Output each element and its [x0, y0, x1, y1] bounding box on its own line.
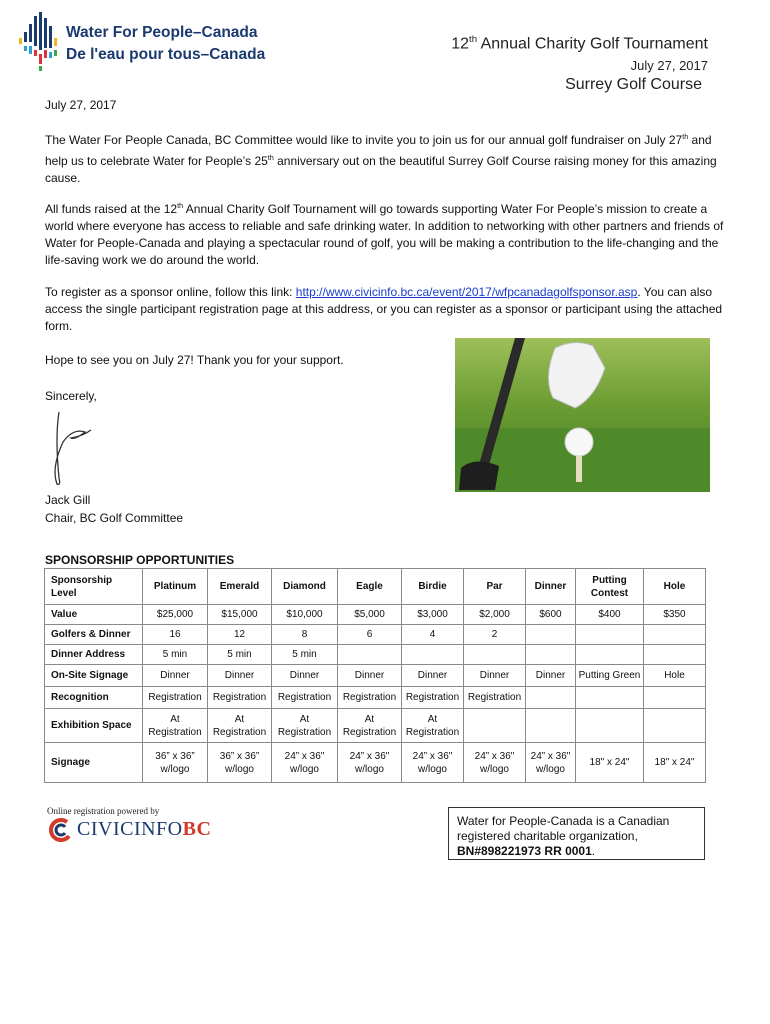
table-cell: Registration	[464, 687, 526, 709]
table-cell: Registration	[143, 687, 208, 709]
closing: Sincerely,	[45, 389, 97, 403]
table-cell: 36” x 36” w/logo	[143, 743, 208, 783]
table-header-cell: Eagle	[338, 569, 402, 605]
table-row	[45, 625, 706, 645]
table-cell: 5 min	[143, 645, 208, 665]
paragraph-invitation: The Water For People Canada, BC Committee would like to invite you to join us for our annual golf fundraiser on July 27th and help us to celebrate Water for People’s 25th anniversary out on the beautiful Surrey Golf Course raising money for this amazing cause.	[45, 132, 717, 185]
table-cell	[338, 645, 402, 665]
table-row	[45, 605, 706, 625]
table-header-cell: Hole	[644, 569, 706, 605]
sponsorship-table	[44, 568, 706, 783]
civicinfo-tagline: Online registration powered by	[47, 806, 160, 816]
table-cell	[576, 709, 644, 743]
table-cell	[526, 625, 576, 645]
table-header-label: Sponsorship Level	[45, 569, 143, 605]
table-cell: 8	[272, 625, 338, 645]
table-row	[45, 687, 706, 709]
charity-notice-box: Water for People-Canada is a Canadian registered charitable organization, BN#898221973 RR 0001.	[448, 807, 705, 860]
table-cell: 24” x 36" w/logo	[272, 743, 338, 783]
table-cell: $600	[526, 605, 576, 625]
table-cell: $350	[644, 605, 706, 625]
table-cell: 12	[208, 625, 272, 645]
signer-name: Jack Gill	[45, 493, 91, 507]
signature-image	[45, 408, 105, 488]
logo-text-french: De l'eau pour tous–Canada	[66, 46, 266, 63]
table-cell: Dinner	[272, 665, 338, 687]
table-cell: $25,000	[143, 605, 208, 625]
table-header-cell: Par	[464, 569, 526, 605]
row-label: Exhibition Space	[45, 709, 143, 743]
letter-date: July 27, 2017	[45, 98, 117, 112]
table-cell: Registration	[208, 687, 272, 709]
table-cell	[644, 645, 706, 665]
row-label: On-Site Signage	[45, 665, 143, 687]
table-row	[45, 645, 706, 665]
table-cell: Registration	[338, 687, 402, 709]
table-cell: At Registration	[272, 709, 338, 743]
event-title: 12th Annual Charity Golf Tournament	[451, 34, 708, 53]
row-label: Golfers & Dinner	[45, 625, 143, 645]
table-cell: At Registration	[208, 709, 272, 743]
table-cell	[576, 645, 644, 665]
table-cell: 16	[143, 625, 208, 645]
table-cell	[526, 709, 576, 743]
table-header-cell: Platinum	[143, 569, 208, 605]
table-cell: 6	[338, 625, 402, 645]
table-cell: Dinner	[208, 665, 272, 687]
table-cell: At Registration	[402, 709, 464, 743]
row-label: Value	[45, 605, 143, 625]
civicinfo-logo	[45, 804, 245, 844]
table-row	[45, 709, 706, 743]
table-header-cell: Dinner	[526, 569, 576, 605]
table-cell	[576, 625, 644, 645]
table-cell: Dinner	[464, 665, 526, 687]
sponsorship-heading: SPONSORSHIP OPPORTUNITIES	[45, 553, 235, 567]
table-cell: Putting Green	[576, 665, 644, 687]
table-cell: 24” x 36" w/logo	[526, 743, 576, 783]
table-cell: Registration	[272, 687, 338, 709]
paragraph-mission: All funds raised at the 12th Annual Charity Golf Tournament will go towards supporting Water For People’s mission to create a world where everyone has access to reliable and safe drinking water. In addition to networking with other partners and friends of Water for People-Canada and playing a spectacular round of golf, you will be making a contribution to the life-changing and the life-saving work we do around the world.	[45, 201, 724, 267]
event-date: July 27, 2017	[630, 58, 708, 73]
table-header-cell: Putting Contest	[576, 569, 644, 605]
golf-ball-photo	[455, 338, 710, 492]
organization-logo	[14, 8, 274, 78]
row-label: Recognition	[45, 687, 143, 709]
event-course: Surrey Golf Course	[565, 76, 702, 93]
table-cell	[464, 645, 526, 665]
table-header-cell: Diamond	[272, 569, 338, 605]
table-cell: 36” x 36” w/logo	[208, 743, 272, 783]
table-header-row	[45, 569, 706, 605]
table-cell: 5 min	[272, 645, 338, 665]
paragraph-thanks: Hope to see you on July 27! Thank you for your support.	[45, 353, 344, 367]
table-cell: Dinner	[402, 665, 464, 687]
table-cell: $5,000	[338, 605, 402, 625]
table-cell: 18" x 24"	[644, 743, 706, 783]
table-cell	[402, 645, 464, 665]
table-cell: 4	[402, 625, 464, 645]
table-cell	[576, 687, 644, 709]
table-cell: $10,000	[272, 605, 338, 625]
table-cell: $2,000	[464, 605, 526, 625]
table-header-cell: Birdie	[402, 569, 464, 605]
table-cell	[644, 687, 706, 709]
water-drops-logo-icon	[18, 10, 62, 72]
table-cell: 24” x 36" w/logo	[338, 743, 402, 783]
table-cell	[644, 625, 706, 645]
table-cell	[526, 645, 576, 665]
logo-text-english: Water For People–Canada	[66, 24, 258, 41]
paragraph-registration: To register as a sponsor online, follow this link: http://www.civicinfo.bc.ca/event/2017/wfpcanadagolfsponsor.asp. You can also access the single participant registration page at this address, or you can register as a sponsor or participant using the attached form.	[45, 285, 723, 333]
table-cell	[526, 687, 576, 709]
table-cell: 5 min	[208, 645, 272, 665]
civicinfo-swirl-icon	[47, 818, 73, 842]
table-cell: At Registration	[338, 709, 402, 743]
table-cell: Dinner	[526, 665, 576, 687]
table-cell: Registration	[402, 687, 464, 709]
table-cell	[644, 709, 706, 743]
business-number: BN#898221973 RR 0001	[457, 844, 592, 858]
table-row	[45, 743, 706, 783]
signer-title: Chair, BC Golf Committee	[45, 511, 184, 525]
table-cell: $3,000	[402, 605, 464, 625]
sponsor-registration-link[interactable]: http://www.civicinfo.bc.ca/event/2017/wfpcanadagolfsponsor.asp	[295, 285, 638, 299]
table-cell	[464, 709, 526, 743]
table-cell: 18" x 24"	[576, 743, 644, 783]
table-cell: Dinner	[143, 665, 208, 687]
row-label: Signage	[45, 743, 143, 783]
table-row	[45, 665, 706, 687]
table-cell: $15,000	[208, 605, 272, 625]
table-cell: 24” x 36" w/logo	[402, 743, 464, 783]
table-cell: 2	[464, 625, 526, 645]
civicinfo-brand: CIVICINFOBC	[77, 818, 212, 840]
table-cell: 24” x 36" w/logo	[464, 743, 526, 783]
table-cell: At Registration	[143, 709, 208, 743]
row-label: Dinner Address	[45, 645, 143, 665]
table-cell: Hole	[644, 665, 706, 687]
table-header-cell: Emerald	[208, 569, 272, 605]
table-cell: $400	[576, 605, 644, 625]
table-cell: Dinner	[338, 665, 402, 687]
